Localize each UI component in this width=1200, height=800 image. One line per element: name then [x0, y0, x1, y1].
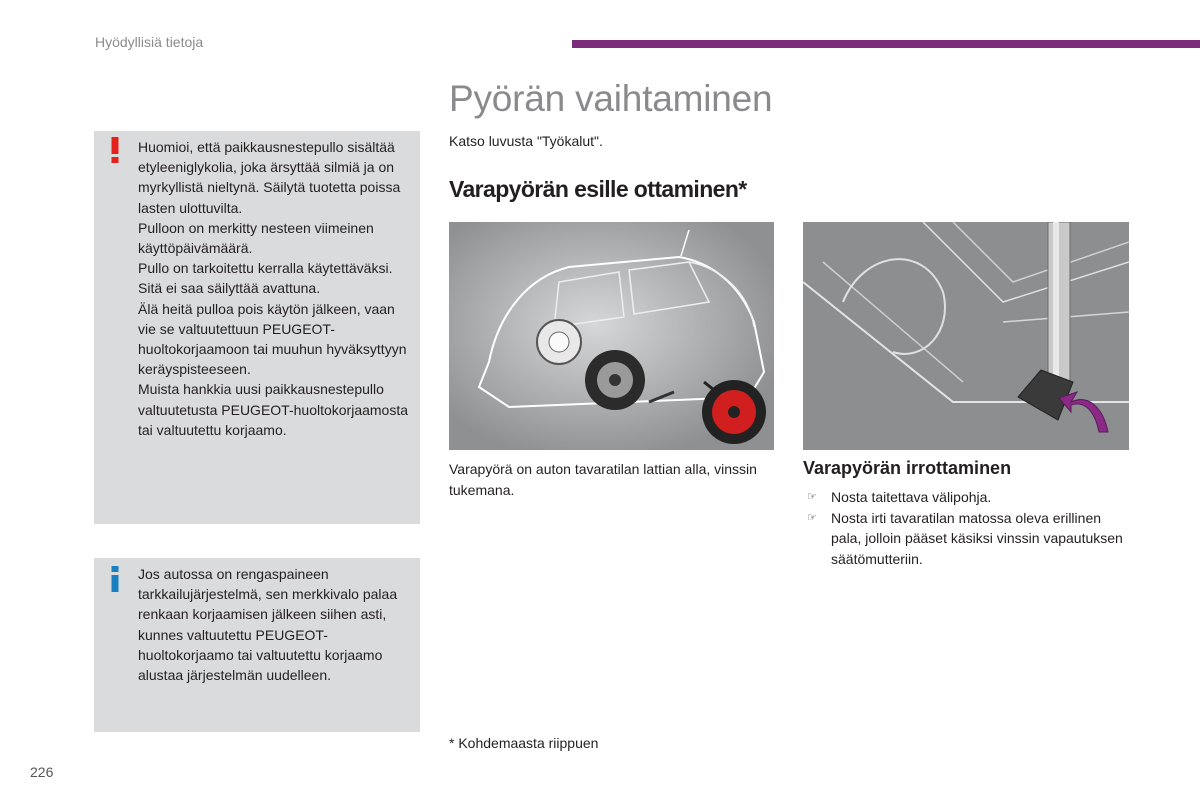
- warning-text: Huomioi, että paikkausnestepullo sisältää etyleeniglykolia, joka ärsyttää silmiä ja on myrkyllistä nieltynä. Säilytä tuotetta poissa lasten ulottuvilta. Pulloon on merkitty nesteen viimeinen käyttöpäivämäärä. Pullo on tarkoitettu kerralla käytettäväksi. Sitä ei saa säilyttää avattuna. Älä heitä pulloa pois käytön jälkeen, vaan vie se valtuutettuun PEUGEOT-huoltokorjaamoon tai muuhun hyväksyttyyn keräyspisteeseen. Muista hankkia uusi paikkausnestepullo valtuutetusta PEUGEOT-huoltokorjaamosta tai valtuutettu korjaamo.: [138, 139, 409, 438]
- pointer-hand-icon: ☞: [807, 511, 817, 524]
- section-heading: Varapyörän esille ottaminen*: [449, 176, 747, 202]
- step-text: Nosta taitettava välipohja.: [831, 489, 992, 505]
- trunk-floor-illustration: [803, 222, 1129, 450]
- info-box: [94, 558, 420, 732]
- steps-list: [803, 487, 1133, 569]
- step-text: Nosta irti tavaratilan matossa oleva erillinen pala, jolloin pääset käsiksi vinssin vapautuksen säätömutteriin.: [831, 509, 1123, 567]
- info-text: Jos autossa on rengaspaineen tarkkailujärjestelmä, sen merkkivalo palaa renkaan korjaamisen jälkeen siihen asti, kunnes valtuutettu PEUGEOT-huoltokorjaamo tai valtuutettu korjaamo alustaa järjestelmän uudelleen.: [138, 566, 398, 684]
- spare-wheel-car-illustration: [449, 222, 774, 450]
- header-accent-bar: [572, 40, 1200, 48]
- warning-box: [94, 131, 420, 524]
- image-caption: Varapyörä on auton tavaratilan lattian alla, vinssin tukemana.: [449, 461, 757, 498]
- list-item: [803, 487, 1133, 508]
- list-item: [803, 508, 1133, 570]
- intro-text: Katso luvusta "Työkalut".: [449, 133, 603, 149]
- page-title: Pyörän vaihtaminen: [449, 78, 773, 119]
- section-label: Hyödyllisiä tietoja: [95, 34, 204, 50]
- exclamation-icon: [110, 137, 120, 163]
- footnote: * Kohdemaasta riippuen: [449, 735, 599, 751]
- page-number: 226: [30, 764, 54, 780]
- info-icon: [110, 566, 120, 592]
- subsection-heading: Varapyörän irrottaminen: [803, 458, 1012, 478]
- pointer-hand-icon: ☞: [807, 491, 817, 503]
